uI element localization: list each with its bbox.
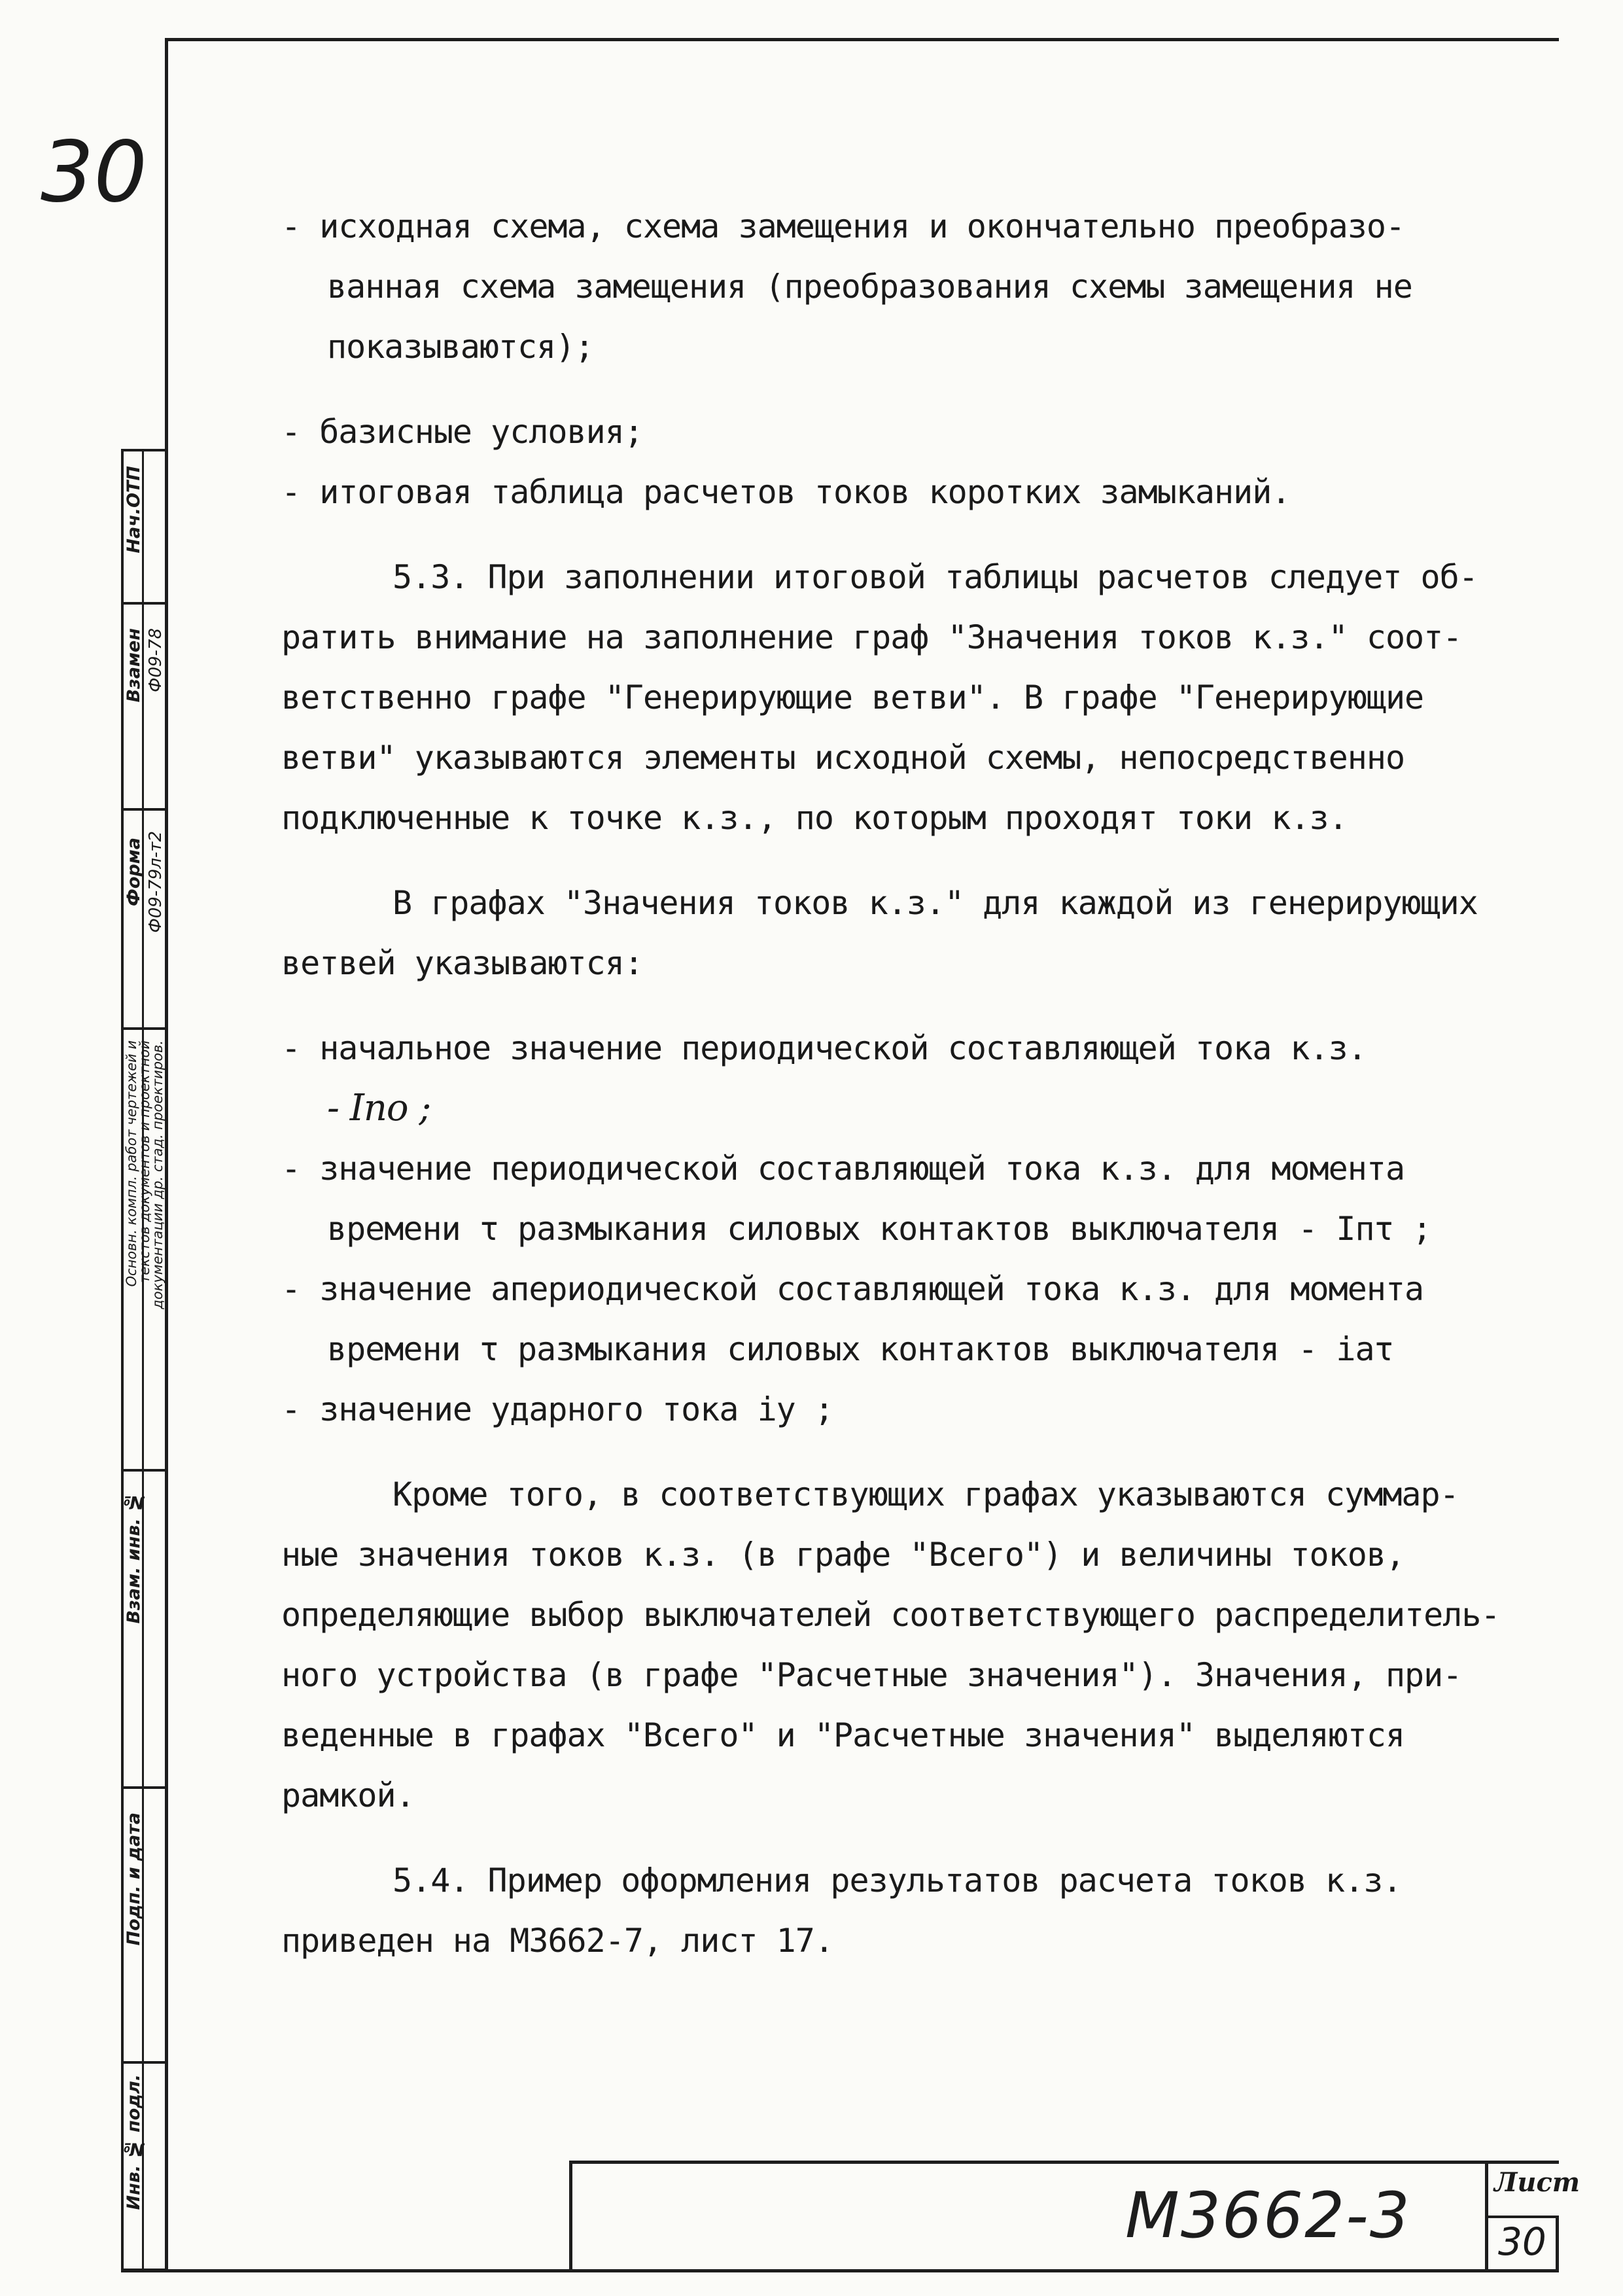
text-line: - значение апериодической составляющей тока к.з. для момента: [281, 1270, 1424, 1308]
text-line: - начальное значение периодической составляющей тока к.з.: [281, 1029, 1367, 1067]
text-line: веденные в графах "Всего" и "Расчетные значения" выделяются: [281, 1716, 1405, 1754]
text-line: ветственно графе "Генерирующие ветви". В графе "Генерирующие: [281, 679, 1424, 716]
stamp-column-divider: [142, 451, 144, 2269]
text-line: ратить внимание на заполнение граф "Значения токов к.з." соот-: [281, 618, 1462, 656]
text-line: ного устройства (в графе "Расчетные значения"). Значения, при-: [281, 1656, 1462, 1694]
stamp-row-divider: [124, 808, 166, 811]
stamp-vzamen-label: Взамен: [124, 628, 144, 703]
stamp-row-divider: [124, 1027, 166, 1030]
text-line: - базисные условия;: [281, 413, 643, 451]
text-line: времени τ размыкания силовых контактов выключателя - Iпτ ;: [327, 1210, 1431, 1248]
stamp-row-divider: [124, 1786, 166, 1789]
text-line: - значение ударного тока iу ;: [281, 1390, 833, 1428]
text-line: Кроме того, в соответствующих графах указываются суммар-: [393, 1475, 1459, 1513]
frame-top-border: [165, 38, 1559, 41]
sheet-number: 30: [1498, 2219, 1546, 2264]
text-line: ветви" указываются элементы исходной схемы, непосредственно: [281, 739, 1405, 777]
stamp-osnovn-line-3: документации др. стад. проектиров.: [150, 1040, 166, 1309]
text-line: В графах "Значения токов к.з." для каждой из генерирующих: [393, 884, 1478, 922]
stamp-nach-otp-label: Нач.ОТП: [124, 466, 144, 554]
stamp-forma-label: Форма: [124, 838, 144, 906]
stamp-inv-podl-label: Инв. № подл.: [124, 2074, 144, 2210]
text-line: - исходная схема, схема замещения и окончательно преобразо-: [281, 207, 1405, 245]
stamp-vzamen-value: Ф09-78: [146, 628, 166, 692]
sheet-label: Лист: [1494, 2167, 1580, 2198]
text-line: подключенные к точке к.з., по которым проходят токи к.з.: [281, 799, 1348, 837]
text-line: определяющие выбор выключателей соответствующего распределитель-: [281, 1596, 1500, 1634]
page-number: 30: [41, 124, 147, 221]
text-line: приведен на М3662-7, лист 17.: [281, 1922, 833, 1960]
document-body: [281, 196, 1531, 1971]
stamp-osnovn-line-1: Основн. компл. работ чертежей и: [124, 1040, 139, 1287]
document-code: М3662-3: [1125, 2179, 1411, 2252]
stamp-osnovn-line-2: текстов документов и проектной: [137, 1040, 152, 1283]
text-line: времени τ размыкания силовых контактов выключателя - iаτ: [327, 1330, 1393, 1368]
text-line: 5.3. При заполнении итоговой таблицы расчетов следует об-: [393, 558, 1478, 596]
text-line: - итоговая таблица расчетов токов коротких замыканий.: [281, 473, 1291, 511]
stamp-forma-value: Ф09-79л-т2: [146, 831, 166, 933]
text-line: - значение периодической составляющей тока к.з. для момента: [281, 1150, 1405, 1188]
text-line: 5.4. Пример оформления результатов расчета токов к.з.: [393, 1862, 1402, 1899]
title-block-sheet-divider: [1485, 2216, 1559, 2218]
text-line: ветвей указываются:: [281, 944, 643, 982]
text-line: ванная схема замещения (преобразования схемы замещения не: [327, 268, 1412, 306]
text-line: рамкой.: [281, 1776, 415, 1814]
margin-stamp-table: [121, 449, 166, 2271]
stamp-row-divider: [124, 2061, 166, 2064]
text-line: - Iпо ;: [327, 1087, 431, 1129]
text-line: показываются);: [327, 328, 594, 366]
stamp-row-divider: [124, 602, 166, 605]
stamp-vzam-inv-label: Взам. инв. №: [124, 1492, 144, 1624]
stamp-row-divider: [124, 1469, 166, 1472]
text-line: ные значения токов к.з. (в графе "Всего") и величины токов,: [281, 1536, 1405, 1574]
stamp-podp-data-label: Подп. и дата: [124, 1812, 144, 1946]
